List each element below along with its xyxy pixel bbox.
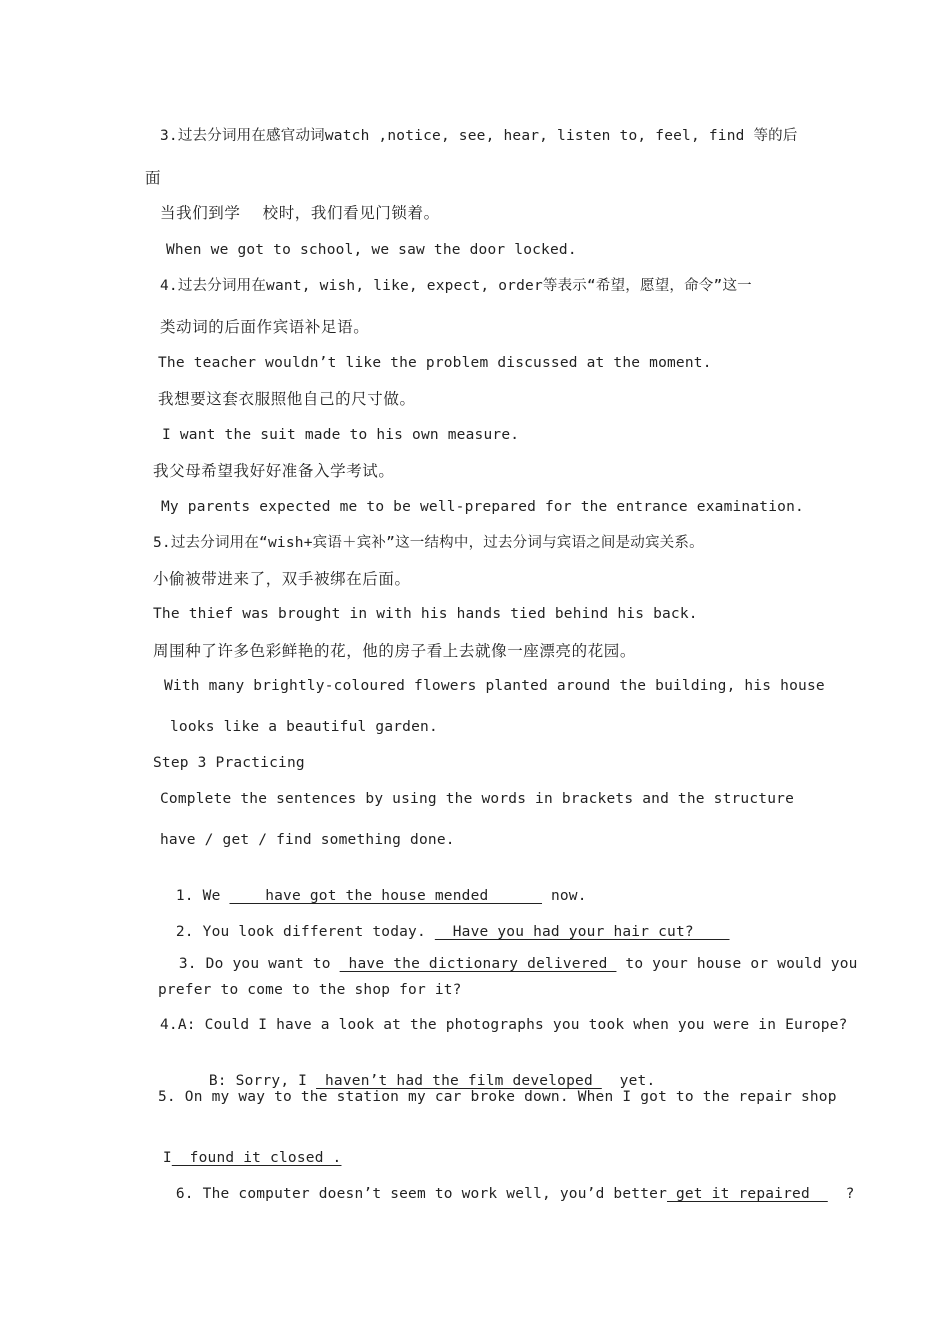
exercise-6-prompt: 6. The computer doesn’t seem to work well, you’d better (175, 1186, 668, 1202)
note-3-line-2: 面 (145, 169, 162, 187)
example-en-6-line-2: looks like a beautiful garden. (170, 719, 438, 735)
exercise-5-answer: found it closed . (171, 1150, 342, 1166)
exercise-6-tail: ? (827, 1186, 855, 1202)
exercise-1-answer: have got the house mended_ (229, 888, 543, 904)
exercise-2-prompt: 2. You look different today. (175, 924, 435, 940)
exercise-5-line-1: 5. On my way to the station my car broke down. When I got to the repair shop (158, 1089, 837, 1105)
instructions-line-1: Complete the sentences by using the words in brackets and the structure (160, 791, 795, 807)
step-3-heading: Step 3 Practicing (153, 755, 305, 771)
example-en-5: The thief was brought in with his hands tied behind his back. (153, 606, 698, 622)
exercise-4-answer: haven’t had the film developed (316, 1073, 602, 1089)
exercise-3 (161, 934, 858, 974)
exercise-1-tail: now. (542, 888, 587, 904)
exercise-1-prompt: 1. We (175, 888, 230, 904)
exercise-2-answer: _Have you had your hair cut? (434, 924, 730, 940)
exercise-6 (158, 1164, 855, 1204)
exercise-4-prompt: B: Sorry, I (208, 1073, 317, 1089)
note-4-line-2: 类动词的后面作宾语补足语。 (160, 318, 370, 336)
example-cn-5: 小偷被带进来了，双手被绑在后面。 (153, 570, 411, 588)
exercise-4-line-2 (191, 1051, 655, 1091)
exercise-5-line-2 (145, 1128, 341, 1168)
example-en-4: My parents expected me to be well-prepared for the entrance examination. (161, 499, 804, 515)
exercise-3-line-2: prefer to come to the shop for it? (158, 982, 462, 998)
example-cn-3: 我想要这套衣服照他自己的尺寸做。 (158, 390, 416, 408)
example-en-2: The teacher wouldn’t like the problem discussed at the moment. (158, 355, 712, 371)
exercise-1 (158, 866, 587, 906)
example-cn-4: 我父母希望我好好准备入学考试。 (153, 462, 395, 480)
note-4-line-1: 4.过去分词用在want, wish, like, expect, order等表示“希望，愿望，命令”这一 (160, 278, 752, 294)
exercise-3-answer: have the dictionary delivered (339, 956, 617, 972)
note-3-line-1: 3.过去分词用在感官动词watch ,notice, see, hear, listen to, feel, find 等的后 (160, 128, 798, 144)
note-5: 5.过去分词用在“wish+宾语＋宾补”这一结构中，过去分词与宾语之间是动宾关系。 (153, 535, 704, 551)
exercise-3-tail: to your house or would you (616, 956, 858, 972)
example-en-1: When we got to school, we saw the door locked. (166, 242, 577, 258)
example-cn-6: 周围种了许多色彩鲜艳的花，他的房子看上去就像一座漂亮的花园。 (153, 642, 637, 660)
example-en-3: I want the suit made to his own measure. (162, 427, 520, 443)
exercise-3-prompt: 3. Do you want to (178, 956, 340, 972)
exercise-6-answer: get it repaired (667, 1186, 828, 1202)
exercise-4-tail: yet. (601, 1073, 656, 1089)
exercise-5-prompt: I (162, 1150, 172, 1166)
exercise-4-line-1: 4.A: Could I have a look at the photographs you took when you were in Europe? (160, 1017, 848, 1033)
example-cn-1: 当我们到学 校时，我们看见门锁着。 (160, 204, 440, 222)
example-en-6-line-1: With many brightly-coloured flowers planted around the building, his house (164, 678, 825, 694)
instructions-line-2: have / get / find something done. (160, 832, 455, 848)
